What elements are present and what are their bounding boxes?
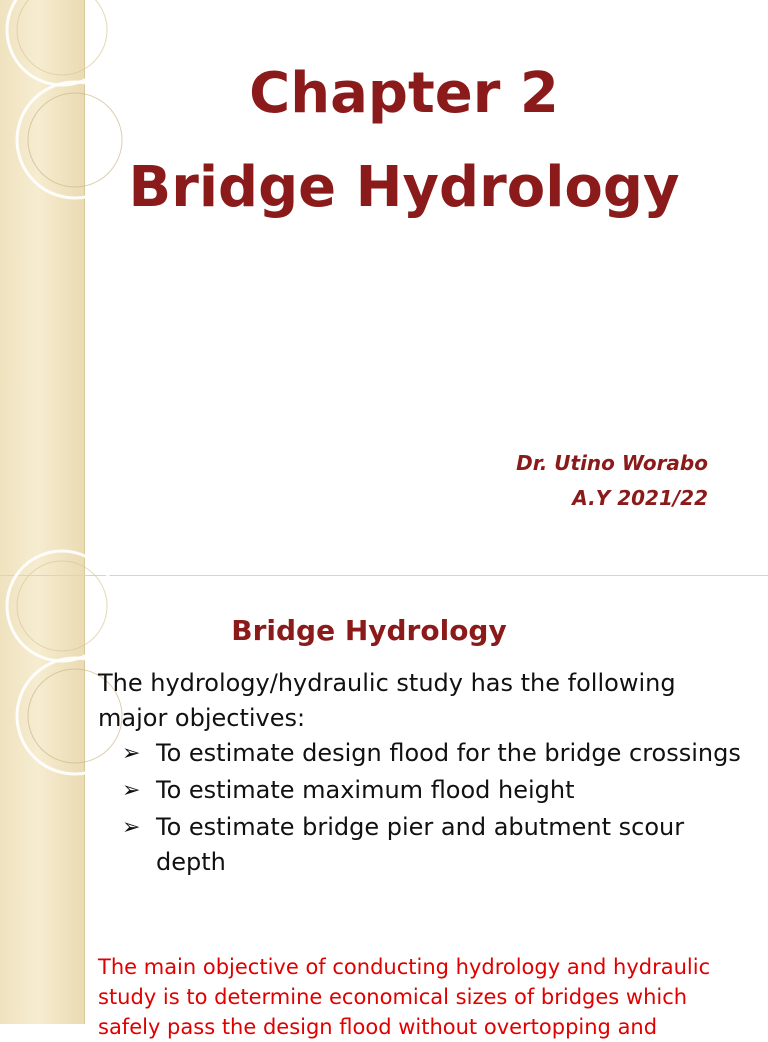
arrow-bullet-icon: ➢ — [122, 778, 141, 803]
list-item — [122, 736, 742, 771]
decorative-side-band — [0, 0, 85, 575]
arrow-bullet-icon: ➢ — [122, 815, 141, 840]
list-item-text: To estimate design flood for the bridge crossings — [156, 739, 741, 767]
chapter-title: Chapter 2 — [249, 61, 559, 126]
academic-year: A.Y 2021/22 — [572, 486, 708, 510]
list-item-text: To estimate maximum flood height — [156, 776, 575, 804]
objective-note: The main objective of conducting hydrology and hydraulic study is to determine economical sizes of bridges which safely pass the design flood without overtopping and — [98, 955, 711, 1039]
decorative-rings-icon — [0, 0, 84, 575]
slide-heading: Bridge Hydrology — [231, 614, 507, 647]
decorative-rings-icon — [0, 576, 84, 1024]
intro-paragraph: The hydrology/hydraulic study has the following major objectives: — [98, 669, 676, 732]
chapter-subtitle: Bridge Hydrology — [128, 155, 680, 220]
author-name: Dr. Utino Worabo — [516, 451, 708, 475]
list-item — [122, 810, 742, 880]
list-item — [122, 773, 742, 808]
list-item-text: To estimate bridge pier and abutment scour depth — [156, 813, 685, 876]
arrow-bullet-icon: ➢ — [122, 741, 141, 766]
decorative-side-band — [0, 576, 85, 1024]
content-slide — [0, 576, 768, 1039]
objectives-list — [122, 736, 742, 882]
